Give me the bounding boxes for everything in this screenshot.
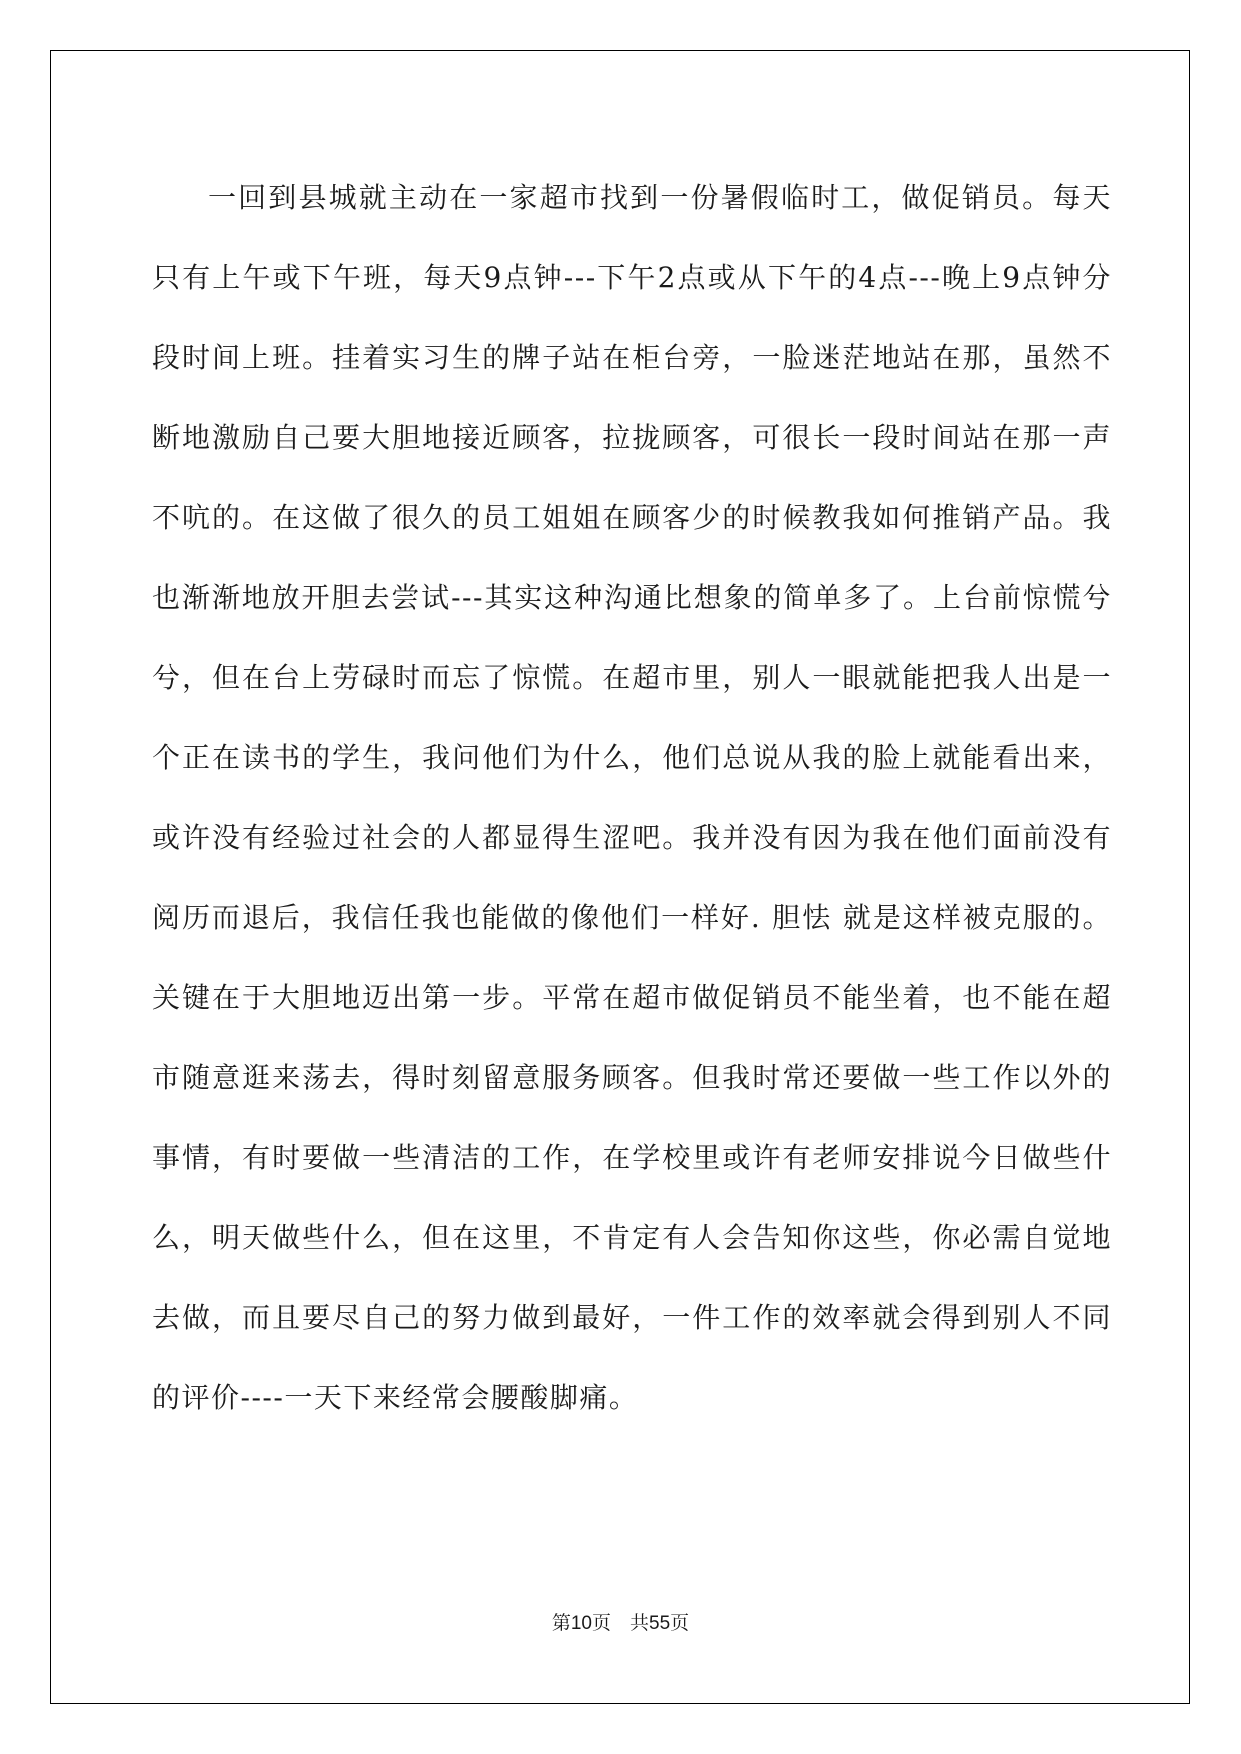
footer-current-page: 10 (570, 1613, 592, 1634)
page-footer (0, 1608, 1241, 1635)
footer-total-pages: 55 (649, 1613, 671, 1634)
footer-suffix: 页 (670, 1612, 690, 1634)
footer-prefix: 第 (551, 1612, 571, 1634)
body-paragraph: 一回到县城就主动在一家超市找到一份暑假临时工，做促销员。每天只有上午或下午班，每天9点钟---下午2点或从下午的4点---晚上9点钟分段时间上班。挂着实习生的牌子站在柜台旁，一脸迷茫地站在那，虽然不断地激励自己要大胆地接近顾客，拉拢顾客，可很长一段时间站在那一声不吭的。在这做了很久的员工姐姐在顾客少的时候教我如何推销产品。我也渐渐地放开胆去尝试---其实这种沟通比想象的简单多了。上台前惊慌兮兮，但在台上劳碌时而忘了惊慌。在超市里，别人一眼就能把我人出是一个正在读书的学生，我问他们为什么，他们总说从我的脸上就能看出来，或许没有经验过社会的人都显得生涩吧。我并没有因为我在他们面前没有阅历而退后，我信任我也能做的像他们一样好. 胆怯 就是这样被克服的。关键在于大胆地迈出第一步。平常在超市做促销员不能坐着，也不能在超市随意逛来荡去，得时刻留意服务顾客。但我时常还要做一些工作以外的事情，有时要做一些清洁的工作，在学校里或许有老师安排说今日做些什么，明天做些什么，但在这里，不肯定有人会告知你这些，你必需自觉地去做，而且要尽自己的努力做到最好，一件工作的效率就会得到别人不同的评价----一天下来经常会腰酸脚痛。 (152, 181, 1112, 1414)
footer-middle: 页 共 (591, 1612, 649, 1634)
